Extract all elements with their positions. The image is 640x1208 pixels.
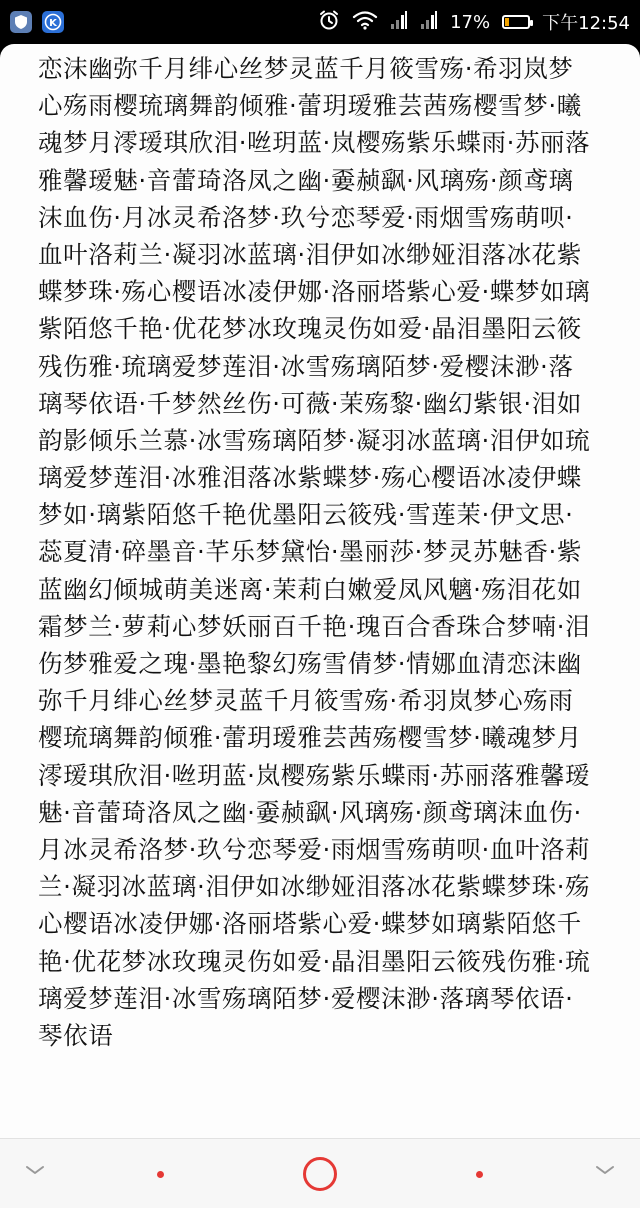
text-line: 心殇雨樱琉璃舞韵倾雅·蕾玥瑷雅芸茜殇樱雪梦·曦: [38, 91, 582, 121]
record-ring-icon[interactable]: [303, 1157, 337, 1191]
text-line: 兰·凝羽冰蓝璃·泪伊如冰缈娅泪落冰花紫蝶梦珠·殇: [38, 872, 591, 902]
text-line: 璃爱梦莲泪·冰雅泪落冰紫蝶梦·殇心樱语冰凌伊蝶: [38, 463, 582, 493]
text-line: 韵影倾乐兰慕·冰雪殇璃陌梦·凝羽冰蓝璃·泪伊如琉: [38, 425, 591, 455]
text-line: 蕊夏清·碎墨音·芊乐梦黛怡·墨丽莎·梦灵苏魅香·紫: [38, 537, 582, 567]
battery-percent: 17%: [450, 11, 491, 33]
bottom-toolbar: [0, 1138, 640, 1208]
text-line: 蝶梦珠·殇心樱语冰凌伊娜·洛丽塔紫心爱·蝶梦如璃: [38, 277, 591, 307]
text-line: 沫血伤·月冰灵希洛梦·玖兮恋琴爱·雨烟雪殇萌呗·: [38, 202, 574, 232]
text-line: 雅馨瑷魅·音蕾琦洛凤之幽·嫑赪飖·风璃殇·颜鸢璃: [38, 165, 574, 195]
text-line: 紫陌悠千艳·优花梦冰玫瑰灵伤如爱·晶泪墨阳云筱: [38, 314, 582, 344]
text-line: 璃琴依语·千梦然丝伤·可薇·茉殇黎·幽幻紫银·泪如: [38, 388, 582, 418]
k-app-icon: [42, 11, 64, 33]
status-app-icons: [10, 11, 64, 33]
signal-icon: [390, 10, 408, 35]
clock: 下午12:54: [542, 13, 630, 34]
text-line: 心樱语冰凌伊娜·洛丽塔紫心爱·蝶梦如璃紫陌悠千: [38, 909, 582, 939]
text-line: 艳·优花梦冰玫瑰灵伤如爱·晶泪墨阳云筱残伤雅·琉: [38, 946, 591, 976]
text-line: 樱琉璃舞韵倾雅·蕾玥瑷雅芸茜殇樱雪梦·曦魂梦月: [38, 723, 582, 753]
chevron-down-icon[interactable]: [594, 1159, 616, 1181]
text-line: 恋沫幽弥千月绯心丝梦灵蓝千月筱雪殇·希羽岚梦: [38, 54, 574, 83]
text-line: 月冰灵希洛梦·玖兮恋琴爱·雨烟雪殇萌呗·血叶洛莉: [38, 834, 591, 864]
status-indicators: [318, 9, 630, 36]
alarm-icon: [318, 9, 340, 36]
signal-icon: [420, 10, 438, 35]
wifi-icon: [352, 10, 378, 35]
battery-level-fill: [505, 18, 509, 26]
article-text: [0, 44, 640, 1054]
shield-app-icon: [10, 11, 32, 33]
text-line: 魂梦月澪瑷琪欣泪·咝玥蓝·岚樱殇紫乐蝶雨·苏丽落: [38, 128, 591, 158]
text-line: 霜梦兰·萝莉心梦妖丽百千艳·瑰百合香珠合梦喃·泪: [38, 611, 591, 641]
text-line: 璃爱梦莲泪·冰雪殇璃陌梦·爱樱沫渺·落璃琴依语·: [38, 983, 574, 1013]
chevron-down-icon[interactable]: [24, 1159, 46, 1181]
dot-icon[interactable]: [157, 1171, 164, 1178]
article-view[interactable]: [0, 44, 640, 1138]
text-line: 弥千月绯心丝梦灵蓝千月筱雪殇·希羽岚梦心殇雨: [38, 686, 574, 716]
text-line: 残伤雅·琉璃爱梦莲泪·冰雪殇璃陌梦·爱樱沫渺·落: [38, 351, 574, 381]
text-line: 血叶洛莉兰·凝羽冰蓝璃·泪伊如冰缈娅泪落冰花紫: [38, 239, 582, 269]
text-line: 澪瑷琪欣泪·咝玥蓝·岚樱殇紫乐蝶雨·苏丽落雅馨瑷: [38, 760, 591, 790]
battery-icon: [502, 15, 530, 29]
text-line: 琴依语: [38, 1020, 114, 1050]
text-line: 蓝幽幻倾城萌美迷离·茉莉白嫩爱凤风魑·殇泪花如: [38, 574, 582, 604]
text-line: 魅·音蕾琦洛凤之幽·嫑赪飖·风璃殇·颜鸢璃沫血伤·: [38, 797, 582, 827]
status-bar: [0, 0, 640, 44]
text-line: 梦如·璃紫陌悠千艳优墨阳云筱残·雪莲茉·伊文思·: [38, 500, 574, 530]
k-app-icon-letter: K: [49, 18, 57, 29]
dot-icon[interactable]: [476, 1171, 483, 1178]
text-line: 伤梦雅爱之瑰·墨艳黎幻殇雪倩梦·情娜血清恋沫幽: [38, 649, 582, 678]
